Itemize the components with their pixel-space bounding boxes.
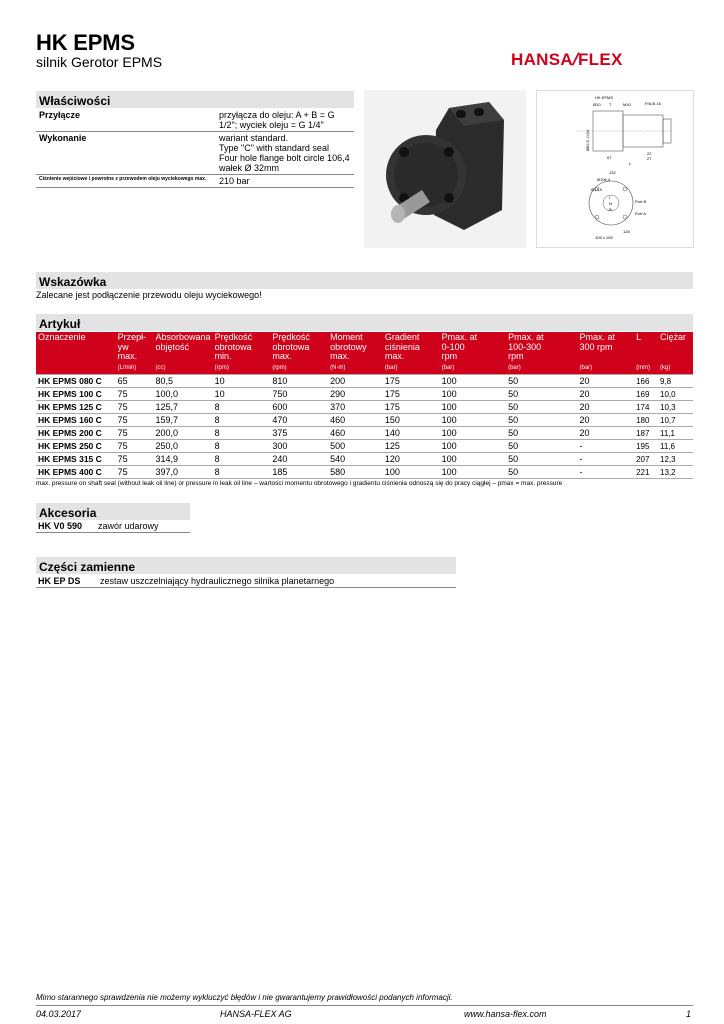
table-cell: 100: [440, 414, 506, 427]
table-cell: 150: [383, 414, 440, 427]
footer-page-number: 1: [686, 1009, 692, 1019]
table-cell: 187: [634, 427, 658, 440]
table-cell: 600: [270, 401, 328, 414]
property-value: 210 bar: [219, 176, 250, 186]
hint-heading: Wskazówka: [36, 272, 693, 289]
table-cell: 175: [383, 375, 440, 388]
table-cell: 100: [440, 375, 506, 388]
table-cell: 200,0: [154, 427, 213, 440]
table-cell: 50: [506, 414, 577, 427]
table-cell: 460: [328, 427, 383, 440]
footer-date: 04.03.2017: [36, 1009, 82, 1019]
svg-text:T: T: [609, 102, 612, 107]
table-row: [36, 466, 693, 479]
table-row: [36, 375, 693, 388]
column-header: Pmax. at 300 rpm: [577, 332, 634, 363]
table-cell: 314,9: [154, 453, 213, 466]
column-unit: (bar): [440, 363, 506, 375]
table-cell: 75: [116, 453, 154, 466]
column-unit: (bar): [577, 363, 634, 375]
product-photo: [364, 90, 526, 248]
article-code[interactable]: HK EPMS 080 C: [36, 375, 116, 388]
svg-text:M10: M10: [623, 102, 631, 107]
table-cell: 125: [383, 440, 440, 453]
table-cell: 75: [116, 401, 154, 414]
column-header: Ciężar: [658, 332, 693, 363]
spare-part-code[interactable]: HK EP DS: [38, 576, 81, 586]
table-row: [36, 440, 693, 453]
article-footnote: max. pressure on shaft seal (without leak oil line) or pressure in leak oil line – wartości momentu obrotowego i gradientu ciśnienia odnoszą się do pracy ciągłej – pmax = max. pressure: [36, 480, 563, 487]
table-cell: 240: [270, 453, 328, 466]
column-header: Moment obrotowy max.: [328, 332, 383, 363]
table-cell: 10: [213, 388, 271, 401]
svg-text:Ø10: Ø10: [593, 102, 601, 107]
table-cell: 175: [383, 401, 440, 414]
table-row: [36, 453, 693, 466]
accessories-heading: Akcesoria: [36, 503, 190, 520]
table-cell: 20: [577, 427, 634, 440]
svg-text:132: 132: [609, 170, 616, 175]
table-cell: 200: [328, 375, 383, 388]
article-code[interactable]: HK EPMS 160 C: [36, 414, 116, 427]
table-cell: 370: [328, 401, 383, 414]
property-row: [36, 175, 354, 188]
table-cell: 185: [270, 466, 328, 479]
table-row: [36, 388, 693, 401]
table-cell: 100: [383, 466, 440, 479]
table-cell: 75: [116, 440, 154, 453]
table-cell: 470: [270, 414, 328, 427]
disclaimer: Mimo starannego sprawdzenia nie możemy wykluczyć błędów i nie gwarantujemy prawidłowości podanych informacji.: [36, 993, 453, 1002]
table-cell: 100: [440, 427, 506, 440]
table-row: [36, 414, 693, 427]
table-cell: 75: [116, 427, 154, 440]
table-cell: 10,3: [658, 401, 693, 414]
svg-text:N: N: [609, 201, 612, 206]
table-row: [36, 401, 693, 414]
svg-text:128: 128: [623, 229, 630, 234]
table-cell: 159,7: [154, 414, 213, 427]
table-cell: 250,0: [154, 440, 213, 453]
accessory-description: zawór udarowy: [98, 521, 159, 531]
footer-company: HANSA-FLEX AG: [220, 1009, 292, 1019]
table-cell: 20: [577, 401, 634, 414]
table-cell: 75: [116, 388, 154, 401]
property-value: wariant standard. Type "C" with standard seal Four hole flange bolt circle 106,4 wałek Ø 32mm: [219, 133, 350, 173]
hansa-flex-logo: [511, 50, 623, 70]
motor-photo-image: [364, 90, 526, 248]
article-heading: Artykuł: [36, 314, 693, 331]
table-cell: -: [577, 440, 634, 453]
svg-text:22: 22: [647, 151, 652, 156]
table-cell: 174: [634, 401, 658, 414]
logo-text-left: HANSA: [511, 50, 573, 69]
table-cell: 750: [270, 388, 328, 401]
table-cell: -: [577, 466, 634, 479]
table-cell: 10: [213, 375, 271, 388]
svg-text:27: 27: [647, 156, 652, 161]
property-key: Wykonanie: [39, 133, 87, 143]
property-key: Przyłącze: [39, 110, 81, 120]
svg-text:67: 67: [607, 155, 612, 160]
column-unit: (cc): [154, 363, 213, 375]
column-unit: (mm): [634, 363, 658, 375]
table-cell: 50: [506, 388, 577, 401]
table-cell: 8: [213, 427, 271, 440]
column-header: Oznaczenie: [36, 332, 116, 363]
table-cell: 375: [270, 427, 328, 440]
table-cell: 169: [634, 388, 658, 401]
svg-text:Port A: Port A: [635, 211, 646, 216]
article-code[interactable]: HK EPMS 100 C: [36, 388, 116, 401]
table-cell: 50: [506, 466, 577, 479]
table-cell: 180: [634, 414, 658, 427]
column-unit: (bar): [506, 363, 577, 375]
table-cell: 100: [440, 388, 506, 401]
table-cell: 8: [213, 414, 271, 427]
table-cell: 221: [634, 466, 658, 479]
table-cell: 10,7: [658, 414, 693, 427]
table-cell: 9,8: [658, 375, 693, 388]
table-cell: 8: [213, 440, 271, 453]
property-row: [36, 109, 354, 132]
table-cell: 50: [506, 427, 577, 440]
table-cell: 300: [270, 440, 328, 453]
table-cell: 100: [440, 453, 506, 466]
table-cell: 20: [577, 388, 634, 401]
table-cell: 8: [213, 453, 271, 466]
table-cell: 810: [270, 375, 328, 388]
accessory-code[interactable]: HK V0 590: [38, 521, 83, 531]
logo-text-right: FLEX: [577, 50, 623, 69]
svg-text:Ø13,5: Ø13,5: [591, 187, 602, 192]
column-header: Absorbowana objętość: [154, 332, 213, 363]
table-cell: 75: [116, 414, 154, 427]
column-unit: (rpm): [213, 363, 271, 375]
column-unit: (N·m): [328, 363, 383, 375]
table-row: [36, 427, 693, 440]
table-cell: 140: [383, 427, 440, 440]
table-cell: 120: [383, 453, 440, 466]
column-header: Prędkość obrotowa max.: [270, 332, 328, 363]
table-cell: 100: [440, 466, 506, 479]
svg-text:I: I: [609, 195, 611, 200]
svg-text:L: L: [629, 161, 632, 166]
article-code[interactable]: HK EPMS 125 C: [36, 401, 116, 414]
table-cell: 50: [506, 453, 577, 466]
table-cell: 500: [328, 440, 383, 453]
table-cell: 12,3: [658, 453, 693, 466]
article-table: [36, 332, 693, 479]
article-header-row: [36, 332, 693, 363]
table-cell: 65: [116, 375, 154, 388]
column-unit: [36, 363, 116, 375]
table-cell: 207: [634, 453, 658, 466]
svg-text:Ø82,5 -0,04: Ø82,5 -0,04: [585, 129, 590, 151]
column-header: Prędkość obrotowa min.: [213, 332, 271, 363]
property-key: Ciśnienie wejściowe i powrotne z przewodem oleju wyciekowego max.: [39, 176, 207, 182]
svg-text:P/A,B 16: P/A,B 16: [645, 101, 661, 106]
column-unit: (L/min): [116, 363, 154, 375]
footer-divider: [36, 1005, 693, 1006]
table-cell: 8: [213, 466, 271, 479]
table-cell: 460: [328, 414, 383, 427]
column-header: Gradient ciśnienia max.: [383, 332, 440, 363]
table-cell: 11,6: [658, 440, 693, 453]
svg-text:105 x 105: 105 x 105: [595, 235, 613, 240]
column-header: L: [634, 332, 658, 363]
table-cell: 50: [506, 440, 577, 453]
page-title: HK EPMS: [36, 30, 135, 55]
table-cell: 290: [328, 388, 383, 401]
logo-slash-icon: /: [570, 50, 582, 69]
table-cell: 100,0: [154, 388, 213, 401]
svg-text:Ø106,4: Ø106,4: [597, 177, 611, 182]
table-cell: 13,2: [658, 466, 693, 479]
article-code[interactable]: HK EPMS 200 C: [36, 427, 116, 440]
table-cell: 50: [506, 401, 577, 414]
article-code[interactable]: HK EPMS 315 C: [36, 453, 116, 466]
column-unit: (rpm): [270, 363, 328, 375]
article-code[interactable]: HK EPMS 250 C: [36, 440, 116, 453]
table-cell: 540: [328, 453, 383, 466]
column-unit: (kg): [658, 363, 693, 375]
hint-text: Zalecane jest podłączenie przewodu oleju wyciekowego!: [36, 290, 262, 300]
table-cell: 8: [213, 401, 271, 414]
table-cell: 580: [328, 466, 383, 479]
spare-parts-heading: Części zamienne: [36, 557, 456, 574]
table-cell: 20: [577, 414, 634, 427]
column-header: Przepł- yw max.: [116, 332, 154, 363]
svg-text:R: R: [609, 207, 612, 212]
spare-part-description: zestaw uszczelniający hydraulicznego silnika planetarnego: [100, 576, 335, 586]
table-cell: 125,7: [154, 401, 213, 414]
property-row: [36, 132, 354, 175]
accessories-row: [36, 520, 190, 533]
column-header: Pmax. at 100-300 rpm: [506, 332, 577, 363]
dimension-drawing: [537, 91, 695, 249]
table-cell: 175: [383, 388, 440, 401]
footer-url[interactable]: www.hansa-flex.com: [464, 1009, 547, 1019]
drawing-label: HK EPMS: [595, 95, 614, 100]
article-units-row: [36, 363, 693, 375]
table-cell: 397,0: [154, 466, 213, 479]
svg-text:Port B: Port B: [635, 199, 647, 204]
properties-table: [36, 109, 354, 188]
properties-heading: Właściwości: [36, 91, 354, 108]
table-cell: -: [577, 453, 634, 466]
article-code[interactable]: HK EPMS 400 C: [36, 466, 116, 479]
property-value: przyłącza do oleju: A + B = G 1/2"; wyciek oleju = G 1/4": [219, 110, 335, 130]
spare-parts-row: [36, 575, 456, 588]
table-cell: 75: [116, 466, 154, 479]
table-cell: 50: [506, 375, 577, 388]
page-subtitle: silnik Gerotor EPMS: [36, 54, 163, 70]
table-cell: 20: [577, 375, 634, 388]
column-unit: (bar): [383, 363, 440, 375]
table-cell: 80,5: [154, 375, 213, 388]
table-cell: 195: [634, 440, 658, 453]
technical-drawing: [536, 90, 694, 248]
table-cell: 11,1: [658, 427, 693, 440]
table-cell: 10,0: [658, 388, 693, 401]
column-header: Pmax. at 0-100 rpm: [440, 332, 506, 363]
table-cell: 100: [440, 440, 506, 453]
table-cell: 166: [634, 375, 658, 388]
table-cell: 100: [440, 401, 506, 414]
